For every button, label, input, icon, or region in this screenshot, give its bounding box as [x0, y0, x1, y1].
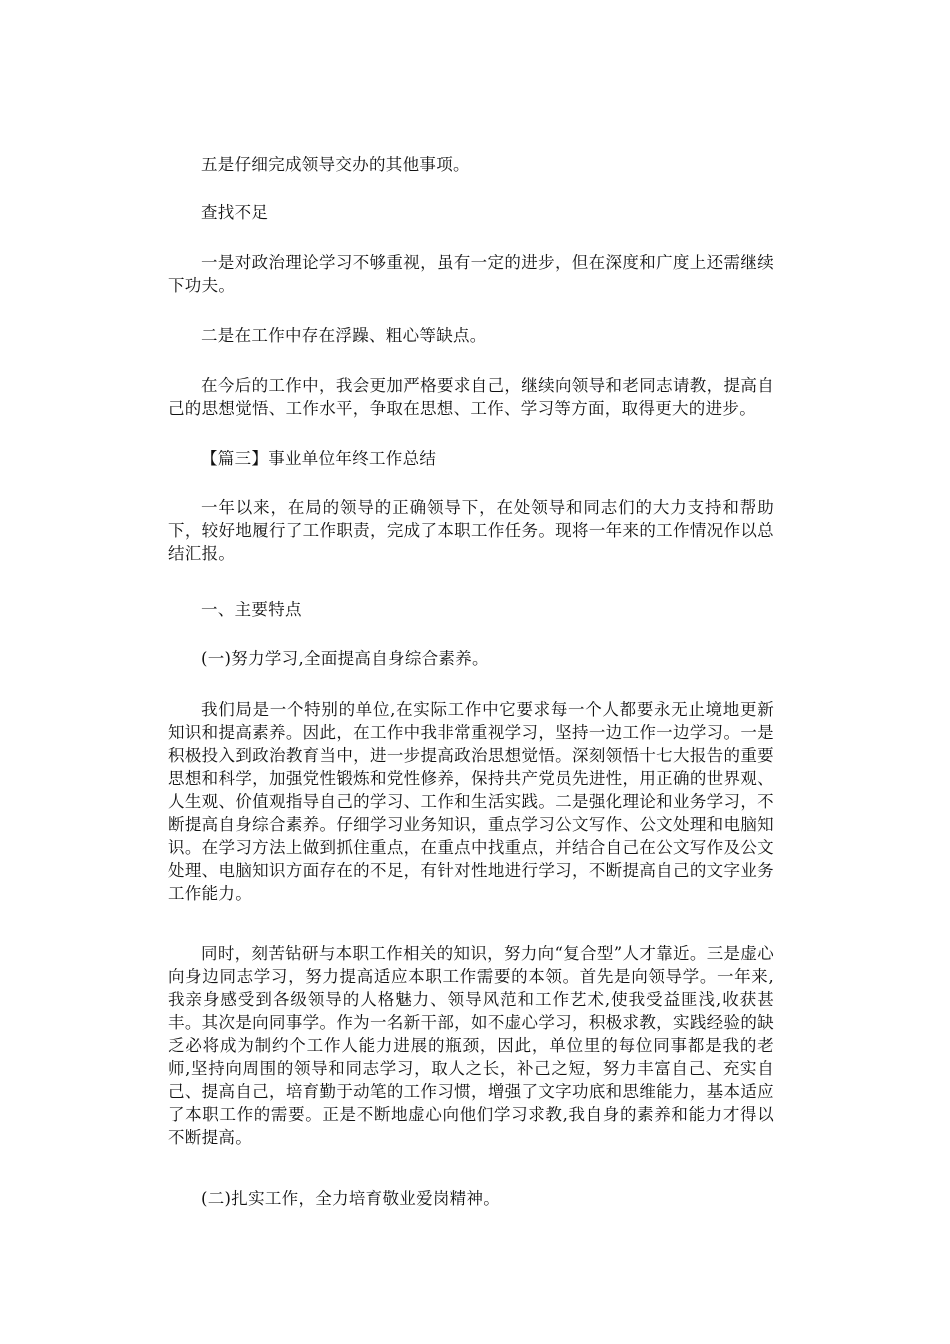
paragraph-item-5: 五是仔细完成领导交办的其他事项。 [201, 155, 470, 174]
study-paragraph: 我们局是一个特别的单位,在实际工作中它要求每一个人都要永无止境地更新知识和提高素养。因此，在工作中我非常重视学习，坚持一边工作一边学习。一是积极投入到政治教育当中，进一步提高政治思想觉悟。深刻领悟十七大报告的重要思想和科学，加强党性锻炼和党性修养，保持共产党员先进性，用正确的世界观、人生观、价值观指导自己的学习、工作和生活实践。二是强化理论和业务学习，不断提高自身综合素养。仔细学习业务知识，重点学习公文写作、公文处理和电脑知识。在学习方法上做到抓住重点，在重点中找重点，并结合自己在公文写作及公文处理、电脑知识方面存在的不足，有针对性地进行学习，不断提高自己的文字业务工作能力。 [168, 700, 774, 903]
intro-paragraph: 一年以来，在局的领导的正确领导下，在处领导和同志们的大力支持和帮助下，较好地履行了工作职责，完成了本职工作任务。现将一年来的工作情况作以总结汇报。 [168, 498, 774, 563]
shortcoming-1: 一是对政治理论学习不够重视，虽有一定的进步，但在深度和广度上还需继续下功夫。 [168, 253, 774, 295]
chapter-three-title: 【篇三】事业单位年终工作总结 [201, 449, 437, 468]
section-heading-shortcomings: 查找不足 [201, 203, 269, 222]
future-plan-paragraph: 在今后的工作中，我会更加严格要求自己，继续向领导和老同志请教，提高自己的思想觉悟、工作水平，争取在思想、工作、学习等方面，取得更大的进步。 [168, 376, 774, 418]
shortcoming-2: 二是在工作中存在浮躁、粗心等缺点。 [201, 326, 487, 345]
section-heading-main-features: 一、主要特点 [201, 600, 302, 619]
subsection-heading-work: (二)扎实工作，全力培育敬业爱岗精神。 [201, 1189, 501, 1208]
learning-paragraph: 同时，刻苦钻研与本职工作相关的知识，努力向“复合型”人才靠近。三是虚心向身边同志学习，努力提高适应本职工作需要的本领。首先是向领导学。一年来,我亲身感受到各级领导的人格魅力、领导风范和工作艺术,使我受益匪浅,收获甚丰。其次是向同事学。作为一名新干部，如不虚心学习，积极求教，实践经验的缺乏必将成为制约个工作人能力进展的瓶颈，因此，单位里的每位同事都是我的老师,坚持向周围的领导和同志学习，取人之长，补己之短，努力丰富自己、充实自己、提高自己，培育勤于动笔的工作习惯，增强了文字功底和思维能力，基本适应了本职工作的需要。正是不断地虚心向他们学习求教,我自身的素养和能力才得以不断提高。 [168, 944, 774, 1147]
subsection-heading-study: (一)努力学习,全面提高自身综合素养。 [201, 649, 489, 668]
